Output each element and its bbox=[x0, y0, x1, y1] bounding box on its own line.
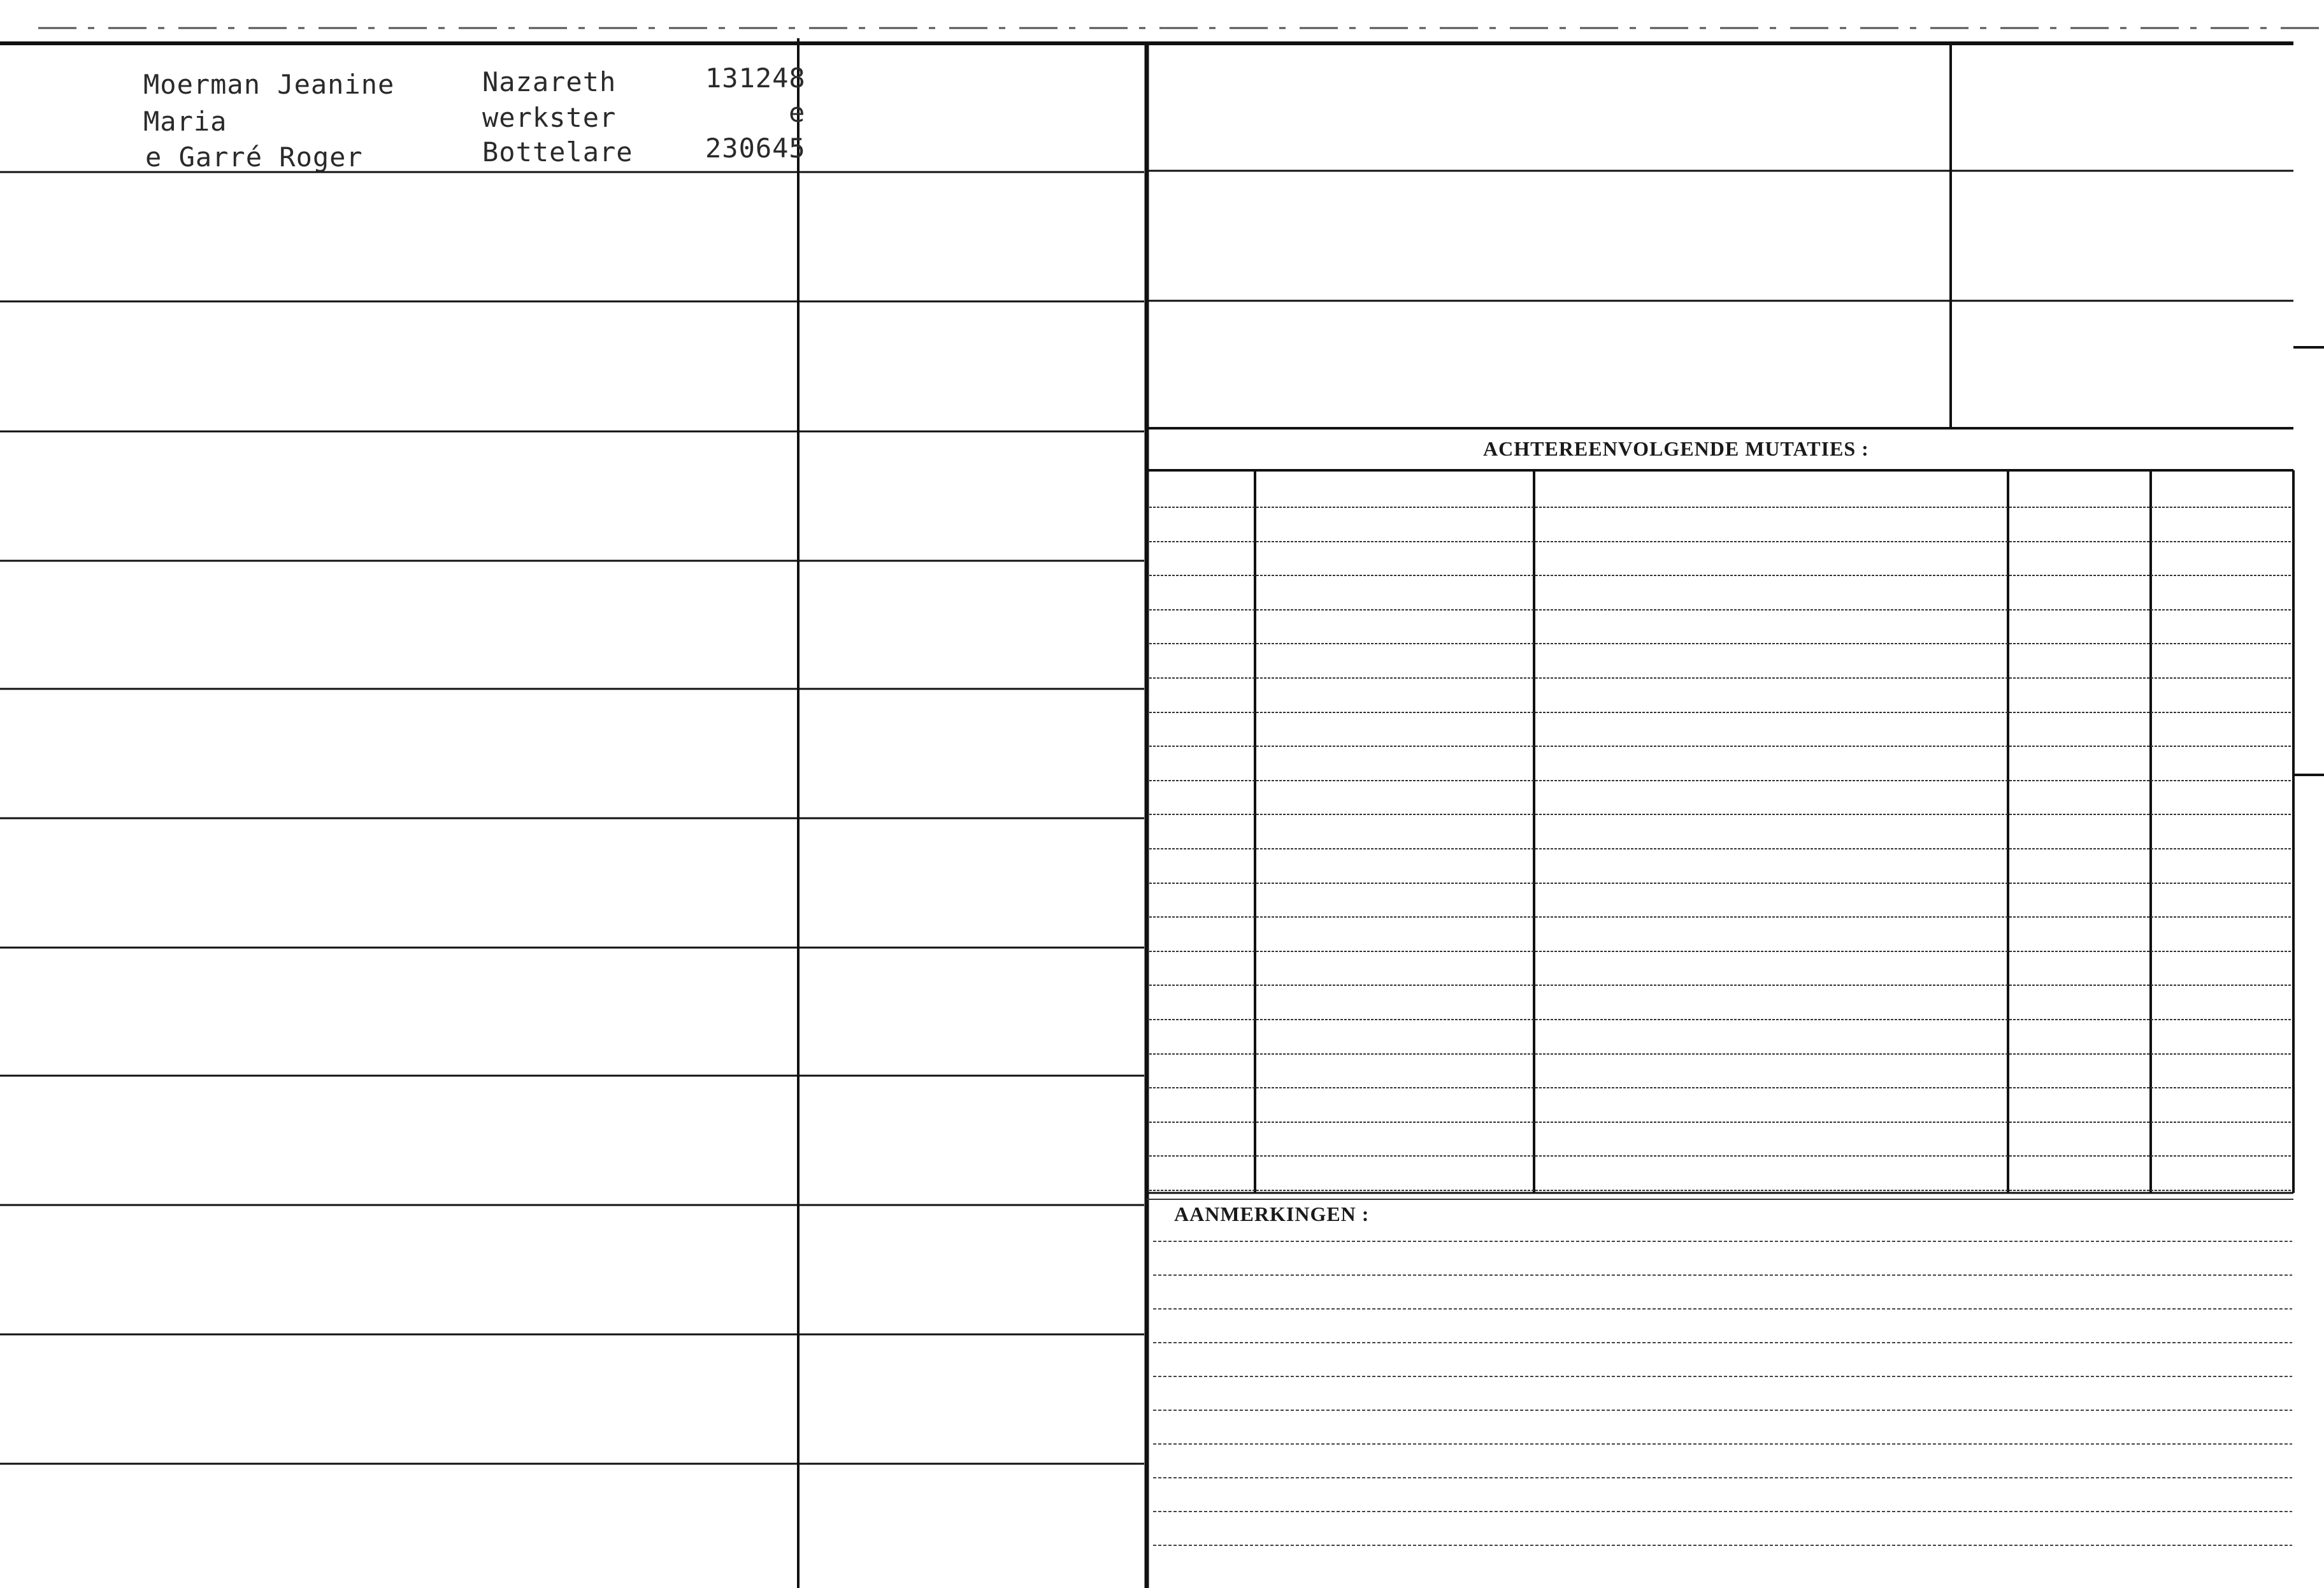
entry-date-line1: 131248 bbox=[705, 62, 806, 94]
entry-place-line3: Bottelare bbox=[482, 136, 633, 168]
entry-name-line3: e Garré Roger bbox=[145, 141, 363, 173]
entry-place-line2: werkster bbox=[482, 102, 617, 133]
entry-place-line1: Nazareth bbox=[482, 66, 617, 97]
mutations-heading: ACHTEREENVOLGENDE MUTATIES : bbox=[1483, 437, 1869, 460]
entry-name-line1: Moerman Jeanine bbox=[143, 69, 395, 100]
remarks-heading: AANMERKINGEN : bbox=[1174, 1202, 1370, 1225]
entry-name-line2: Maria bbox=[143, 106, 227, 137]
entry-date-line2: e bbox=[789, 97, 806, 128]
entry-date-line3: 230645 bbox=[705, 133, 806, 164]
